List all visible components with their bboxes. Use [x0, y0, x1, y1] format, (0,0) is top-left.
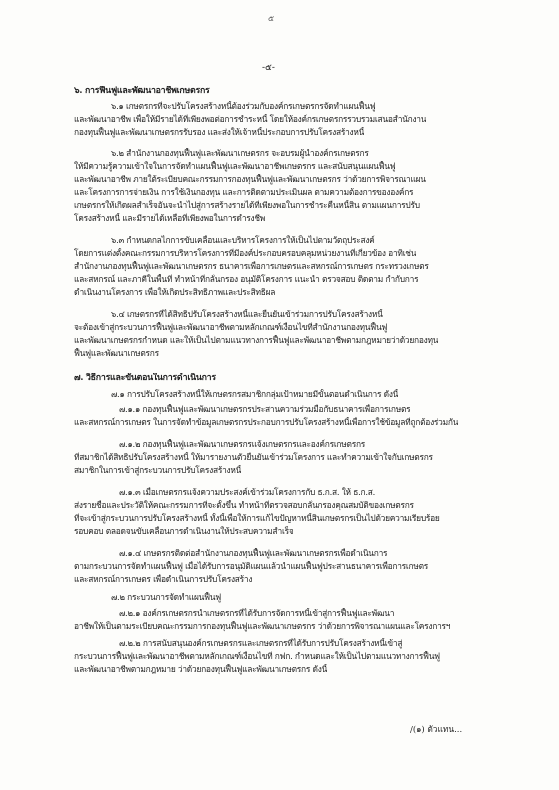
item-7-1-2-line: ที่สมาชิกได้สิทธิปรับโครงสร้างหนี้ ให้มารายงานตัวยืนยันเข้าร่วมโครงการ และทำความเข้าใจกับเกษตรกร: [74, 452, 433, 462]
item-7-1-2-line: ๗.๑.๒ กองทุนฟื้นฟูและพัฒนาเกษตรกรแจ้งเกษตรกรและองค์กรเกษตรกร: [119, 439, 366, 449]
item-7-2-2-line: ๗.๒.๒ การสนับสนุนองค์กรเกษตรกรและเกษตรกรที่ได้รับการปรับโครงสร้างหนี้เข้าสู่: [119, 638, 403, 648]
paragraph-6-1-line: ๖.๑ เกษตรกรที่จะปรับโครงสร้างหนี้ต้องร่วมกับองค์กรเกษตรกรจัดทำแผนฟื้นฟู: [111, 101, 376, 111]
paragraph-6-4-line: จะต้องเข้าสู่กระบวนการฟื้นฟูและพัฒนาอาชีพตามหลักเกณฑ์เงื่อนไขที่สำนักงานกองทุนฟื้นฟู: [74, 322, 388, 332]
paragraph-6-3-line: สำนักงานกองทุนฟื้นฟูและพัฒนาเกษตรกร ธนาคารเพื่อการเกษตรและสหกรณ์การเกษตร กระทรวงเกษตร: [74, 261, 429, 271]
paragraph-6-2-line: ๖.๒ สำนักงานกองทุนฟื้นฟูและพัฒนาเกษตรกร จะอบรมผู้นำองค์กรเกษตรกร: [111, 148, 369, 158]
item-7-1-4-line: ตามกระบวนการจัดทำแผนฟื้นฟู เมื่อได้รับการอนุมัติแผนแล้วนำแผนฟื้นฟูประสานธนาคารเพื่อการเกษตร: [74, 561, 429, 571]
paragraph-6-2-line: และพัฒนาอาชีพ ภายใต้ระเบียบคณะกรรมการกองทุนฟื้นฟูและพัฒนาเกษตรกร ว่าด้วยการพิจารณาแผน: [74, 174, 426, 184]
item-7-1-4-line: และสหกรณ์การเกษตร เพื่อดำเนินการปรับโครงสร้าง: [74, 574, 253, 584]
paragraph-6-3-line: และสหกรณ์ และภาคีในพื้นที่ ทำหน้าที่กลั่นกรอง อนุมัติโครงการ แนะนำ ตรวจสอบ ติดตาม กำกับการ: [74, 274, 419, 284]
paragraph-6-4-line: ฟื้นฟูและพัฒนาเกษตรกร: [74, 348, 159, 358]
item-7-1-3-line: ๗.๑.๓ เมื่อเกษตรกรแจ้งความประสงค์เข้าร่วมโครงการกับ ธ.ก.ส. ให้ ธ.ก.ส.: [119, 487, 376, 497]
item-7-2-1-line: อาชีพให้เป็นตามระเบียบคณะกรรมการกองทุนฟื้นฟูและพัฒนาเกษตรกร ว่าด้วยการพิจารณาแผนและโครงการฯ: [74, 621, 451, 631]
section-6-title: ๖. การฟื้นฟูและพัฒนาอาชีพเกษตรกร: [74, 86, 210, 96]
item-7-1-3-line: ส่งรายชื่อและประวัติให้คณะกรรมการที่จะตั้งขึ้น ทำหน้าที่ตรวจสอบกลั่นกรองคุณสมบัติของเกษตรกร: [74, 500, 414, 510]
page-number: -๕-: [262, 63, 275, 73]
paragraph-6-4-line: และพัฒนาเกษตรกรกำหนด และให้เป็นไปตามแนวทางการฟื้นฟูและพัฒนาอาชีพตามกฎหมายว่าด้วยกองทุน: [74, 335, 439, 345]
item-7-1-3-line: ที่จะเข้าสู่กระบวนการปรับโครงสร้างหนี้ ทั้งนี้เพื่อให้การแก้ไขปัญหาหนี้สินเกษตรกรเป็นไปด้วยความเรียบร้อย: [74, 513, 440, 523]
paragraph-6-2-line: เกษตรกรให้เกิดผลสำเร็จอันจะนำไปสู่การสร้างรายได้ที่เพียงพอในการชำระคืนหนี้สิน ตามแผนการปรับ: [74, 200, 420, 210]
item-7-1: ๗.๑ การปรับโครงสร้างหนี้ให้เกษตรกรสมาชิกกลุ่มเป้าหมายมีขั้นตอนดำเนินการ ดังนี้: [111, 389, 399, 399]
item-7-1-4-line: ๗.๑.๔ เกษตรกรติดต่อสำนักงานกองทุนฟื้นฟูและพัฒนาเกษตรกรเพื่อดำเนินการ: [119, 548, 388, 558]
item-7-2: ๗.๒ กระบวนการจัดทำแผนฟื้นฟู: [111, 592, 221, 602]
paragraph-6-3-line: ดำเนินงานโครงการ เพื่อให้เกิดประสิทธิภาพและประสิทธิผล: [74, 287, 276, 297]
continuation-footer: /(๑) ตัวแทน...: [410, 724, 463, 734]
item-7-1-2-line: สมาชิกในการเข้าสู่กระบวนการปรับโครงสร้างหนี้: [74, 465, 242, 475]
paragraph-6-2-line: ให้มีความรู้ความเข้าใจในการจัดทำแผนฟื้นฟูและพัฒนาอาชีพเกษตรกร และสนับสนุนแผนฟื้นฟู: [74, 161, 396, 171]
item-7-1-3-line: รอบคอบ ตลอดจนขับเคลื่อนการดำเนินงานให้ประสบความสำเร็จ: [74, 526, 294, 536]
paragraph-6-4-line: ๖.๔ เกษตรกรที่ได้สิทธิปรับโครงสร้างหนี้และยืนยันเข้าร่วมการปรับโครงสร้างหนี้: [111, 309, 383, 319]
item-7-1-1-line: ๗.๑.๑ กองทุนฟื้นฟูและพัฒนาเกษตรกรประสานความร่วมมือกับธนาคารเพื่อการเกษตร: [119, 404, 411, 414]
item-7-2-1-line: ๗.๒.๑ องค์กรเกษตรกรนำเกษตรกรที่ได้รับการจัดการหนี้เข้าสู่การฟื้นฟูและพัฒนา: [119, 608, 395, 618]
section-7-title: ๗. วิธีการและขั้นตอนในการดำเนินการ: [74, 373, 216, 383]
paragraph-6-2-line: โครงสร้างหนี้ และมีรายได้เหลือที่เพียงพอในการดำรงชีพ: [74, 213, 266, 223]
paragraph-6-3-line: โดยการแต่งตั้งคณะกรรมการบริหารโครงการที่มีองค์ประกอบครอบคลุมหน่วยงานที่เกี่ยวข้อง อาทิเช่น: [74, 248, 417, 258]
item-7-2-2-line: และพัฒนาอาชีพตามกฎหมาย ว่าด้วยกองทุนฟื้นฟูและพัฒนาเกษตรกร ดังนี้: [74, 664, 328, 674]
paragraph-6-2-line: และโครงการการจ่ายเงิน การใช้เงินกองทุน และการติดตามประเมินผล ตามความต้องการขององค์กร: [74, 187, 414, 197]
paragraph-6-3-line: ๖.๓ กำหนดกลไกการขับเคลื่อนและบริหารโครงการให้เป็นไปตามวัตถุประสงค์: [111, 235, 375, 245]
top-mark: ๕: [268, 14, 275, 23]
item-7-1-1-line: และสหกรณ์การเกษตร ในการจัดทำข้อมูลเกษตรกรประกอบการปรับโครงสร้างหนี้เพื่อการใช้ข้อมูลที่ถูกต้องร่วมกัน: [74, 417, 459, 427]
item-7-2-2-line: กระบวนการฟื้นฟูและพัฒนาอาชีพตามหลักเกณฑ์เงื่อนไขที่ กฟก. กำหนดและให้เป็นไปตามแนวทางการฟื้นฟู: [74, 651, 440, 661]
paragraph-6-1-line: กองทุนฟื้นฟูและพัฒนาเกษตรกรรับรอง และส่งให้เจ้าหนี้ประกอบการปรับโครงสร้างหนี้: [74, 127, 365, 137]
paragraph-6-1-line: และพัฒนาอาชีพ เพื่อให้มีรายได้ที่เพียงพอต่อการชำระหนี้ โดยให้องค์กรเกษตรกรรวบรวมเสนอสำนักงาน: [74, 114, 427, 124]
